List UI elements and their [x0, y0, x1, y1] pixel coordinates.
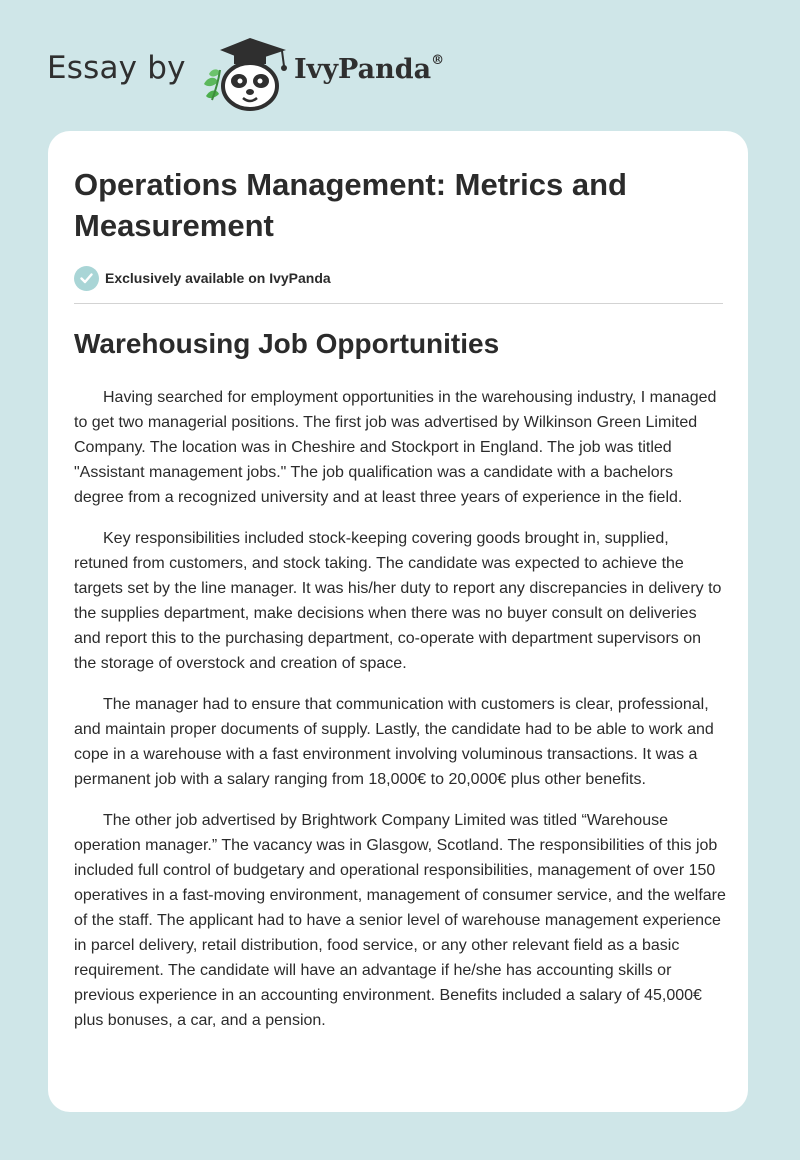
paragraph: The manager had to ensure that communication with customers is clear, professional, and maintain proper documents of supply. Lastly, the candidate had to be able to work and cope in a warehouse with a fast environment involving voluminous transactions. It was a permanent job with a salary ranging from 18,000€ to 20,000€ plus other benefits. [74, 696, 714, 788]
brand-name[interactable]: IvyPanda® [294, 53, 445, 85]
divider [74, 303, 723, 304]
page-title: Operations Management: Metrics and Measurement [74, 167, 627, 243]
panda-graduate-logo-icon[interactable] [200, 34, 292, 112]
article-body [74, 385, 726, 1049]
paragraph: Key responsibilities included stock-keeping covering goods brought in, supplied, retuned from customers, and stock taking. The candidate was expected to achieve the targets set by the line manager. It was his/her duty to report any discrepancies in delivery to the supplies department, make decisions when there was no buyer consult on deliveries and report this to the purchasing department, co-operate with department supervisors on the storage of overstock and creation of space. [74, 530, 722, 672]
essay-card [48, 131, 748, 1112]
check-circle-icon [74, 266, 99, 291]
site-header [0, 0, 800, 120]
paragraph: The other job advertised by Brightwork Company Limited was titled “Warehouse operation manager.” The vacancy was in Glasgow, Scotland. The responsibilities of this job included full control of budgetary and operational responsibilities, management of over 150 operatives in a fast-moving environment, management of consumer service, and the welfare of the staff. The applicant had to have a senior level of warehouse management experience in parcel delivery, retail distribution, food service, or any other relevant field as a basic requirement. The candidate will have an advantage if he/she has accounting skills or previous experience in an accounting environment. Benefits included a salary of 45,000€ plus bonuses, a car, and a pension. [74, 812, 726, 1029]
section-heading: Warehousing Job Opportunities [74, 328, 500, 359]
paragraph: Having searched for employment opportunities in the warehousing industry, I managed to get two managerial positions. The first job was advertised by Wilkinson Green Limited Company. The location was in Cheshire and Stockport in England. The job was titled "Assistant management jobs." The job qualification was a candidate with a bachelors degree from a recognized university and at least three years of experience in the field. [74, 389, 717, 506]
brand-prefix: Essay by [47, 50, 186, 86]
exclusive-badge [74, 265, 331, 291]
badge-label: Exclusively available on IvyPanda [105, 270, 331, 286]
